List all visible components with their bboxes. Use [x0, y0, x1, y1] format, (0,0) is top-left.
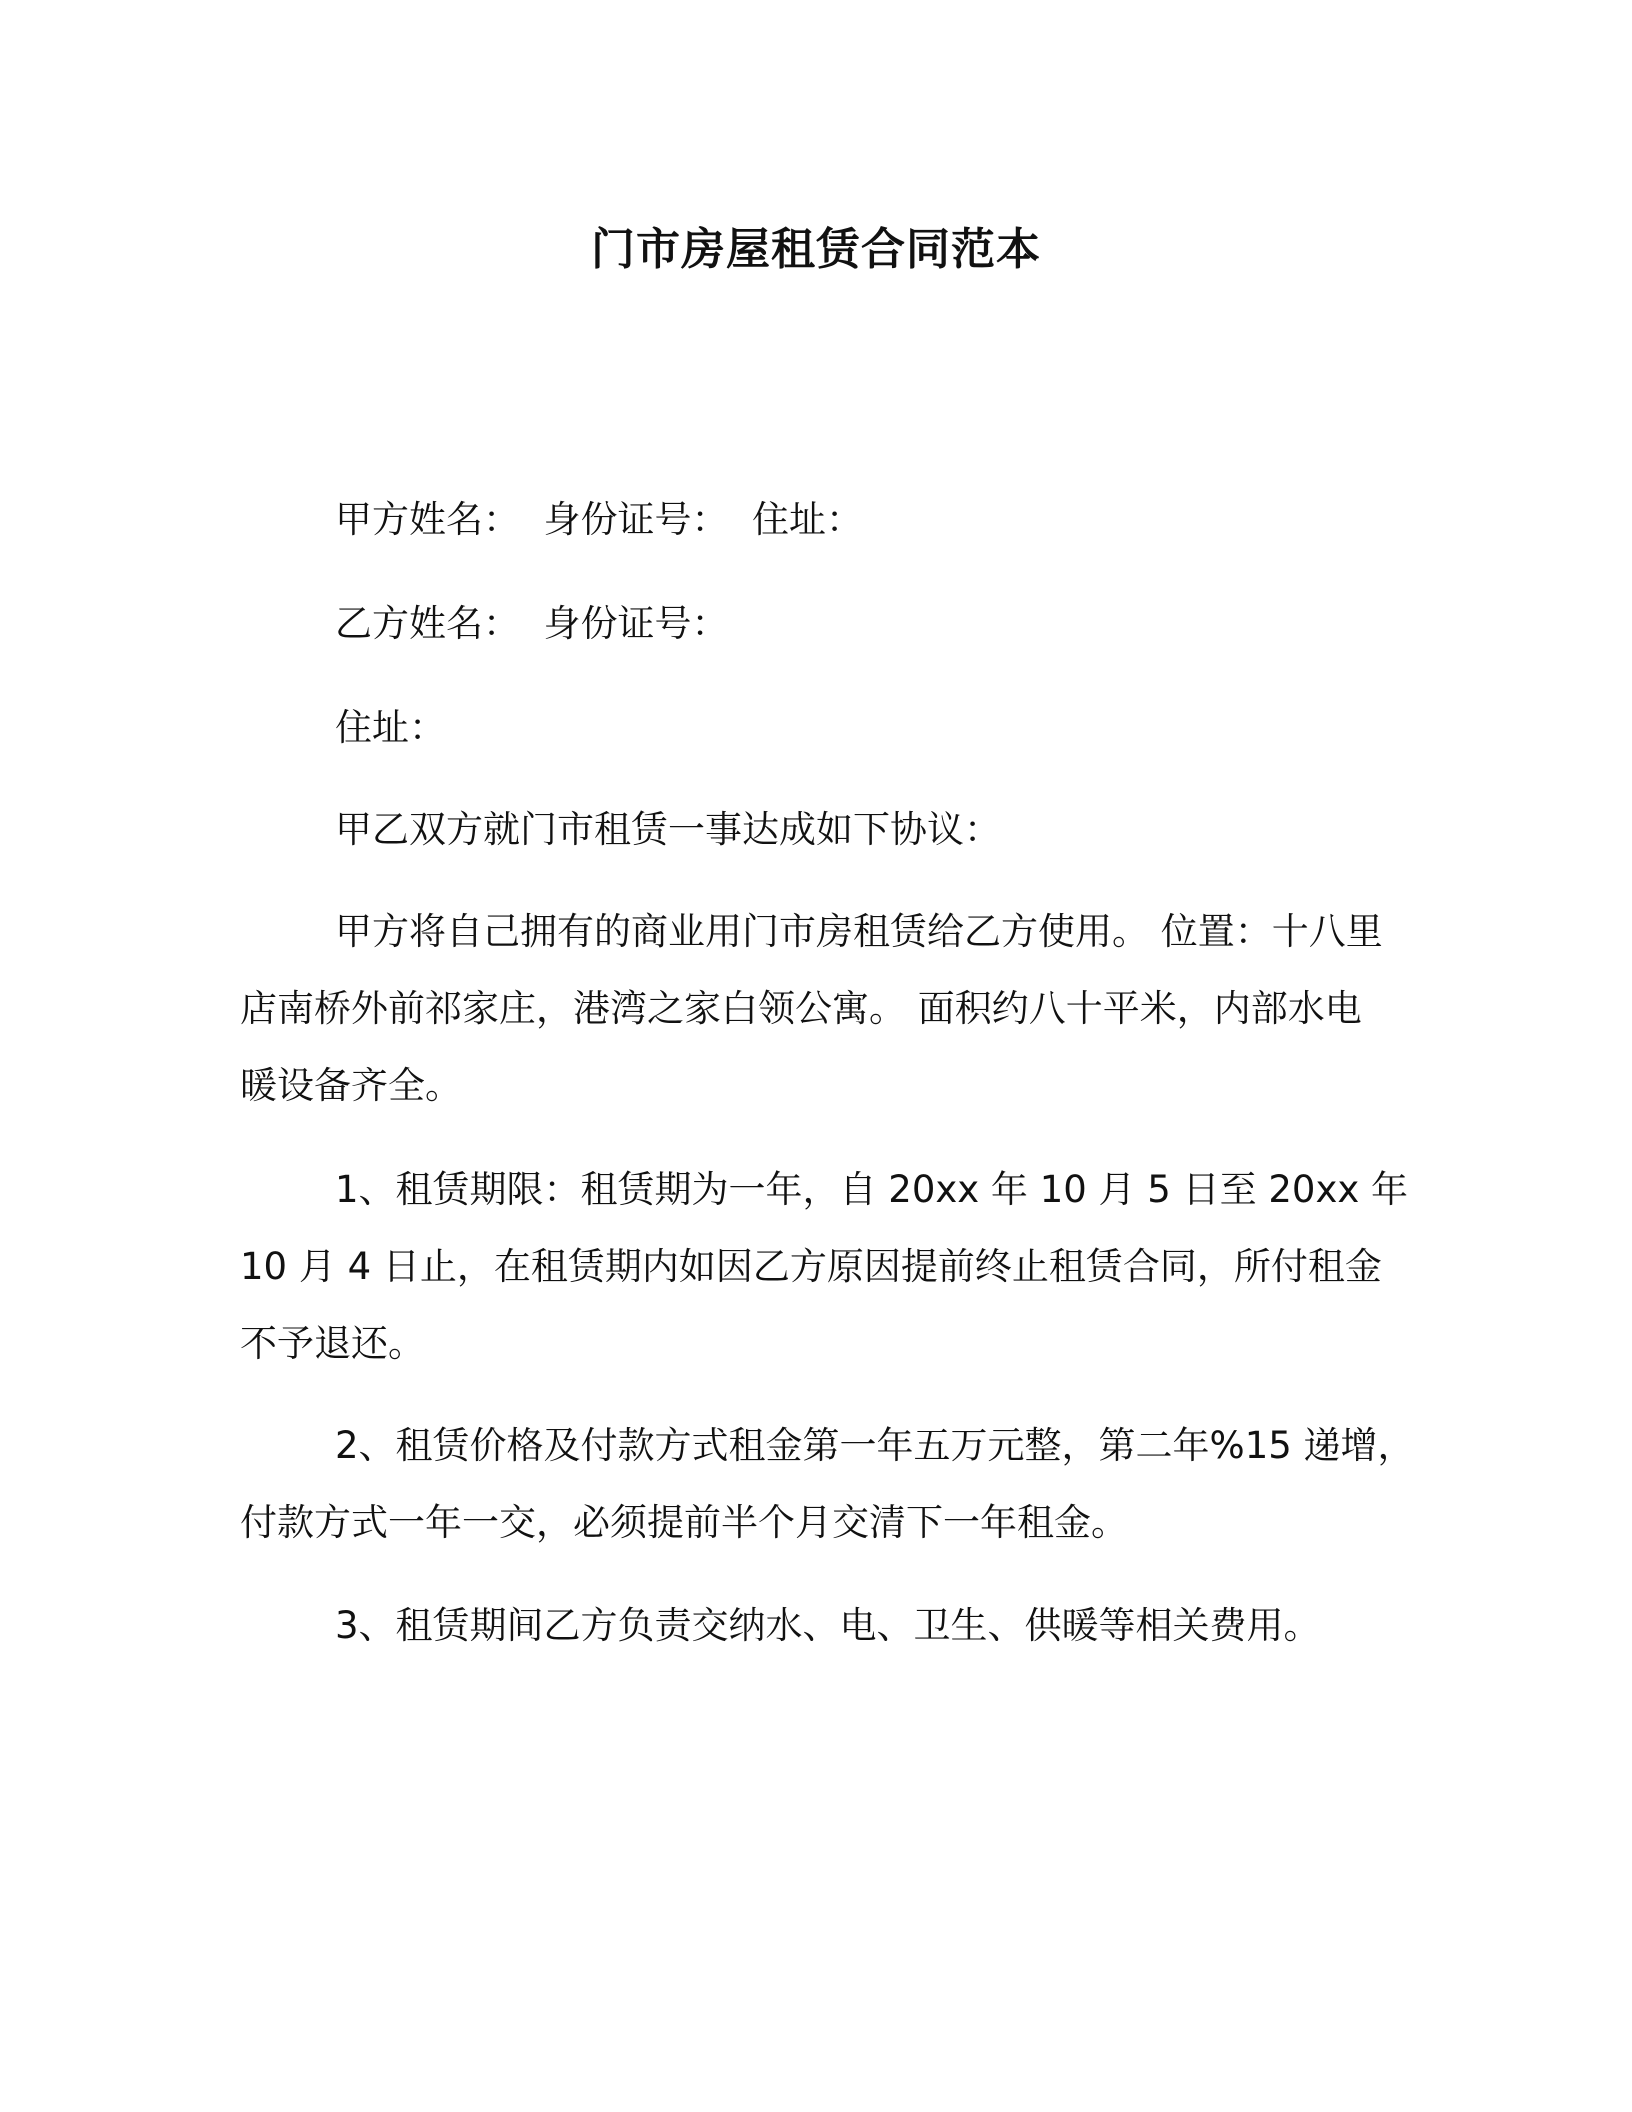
party-a-info: 甲方姓名： 身份证号： 住址： — [335, 498, 864, 541]
clause-1-line: 10 月 4 日止，在租赁期内如因乙方原因提前终止租赁合同，所付租金 — [240, 1245, 1382, 1288]
party-b-address: 住址： — [335, 706, 446, 749]
clause-1-line: 1、租赁期限：租赁期为一年，自 20xx 年 10 月 5 日至 20xx 年 — [335, 1168, 1408, 1211]
document-title: 门市房屋租赁合同范本 — [591, 224, 1041, 275]
paragraph-line: 暖设备齐全。 — [240, 1064, 462, 1107]
clause-1-line: 不予退还。 — [240, 1322, 425, 1365]
clause-2-line: 付款方式一年一交，必须提前半个月交清下一年租金。 — [240, 1501, 1128, 1544]
paragraph-line: 店南桥外前祁家庄，港湾之家白领公寓。 面积约八十平米，内部水电 — [240, 987, 1362, 1030]
clause-3-line: 3、租赁期间乙方负责交纳水、电、卫生、供暖等相关费用。 — [335, 1604, 1321, 1647]
party-b-info: 乙方姓名： 身份证号： — [335, 602, 729, 645]
paragraph-line: 甲方将自己拥有的商业用门市房租赁给乙方使用。 位置：十八里 — [335, 910, 1383, 953]
clause-2-line: 2、租赁价格及付款方式租金第一年五万元整，第二年%15 递增， — [335, 1424, 1415, 1467]
agreement-intro: 甲乙双方就门市租赁一事达成如下协议： — [335, 808, 1001, 851]
